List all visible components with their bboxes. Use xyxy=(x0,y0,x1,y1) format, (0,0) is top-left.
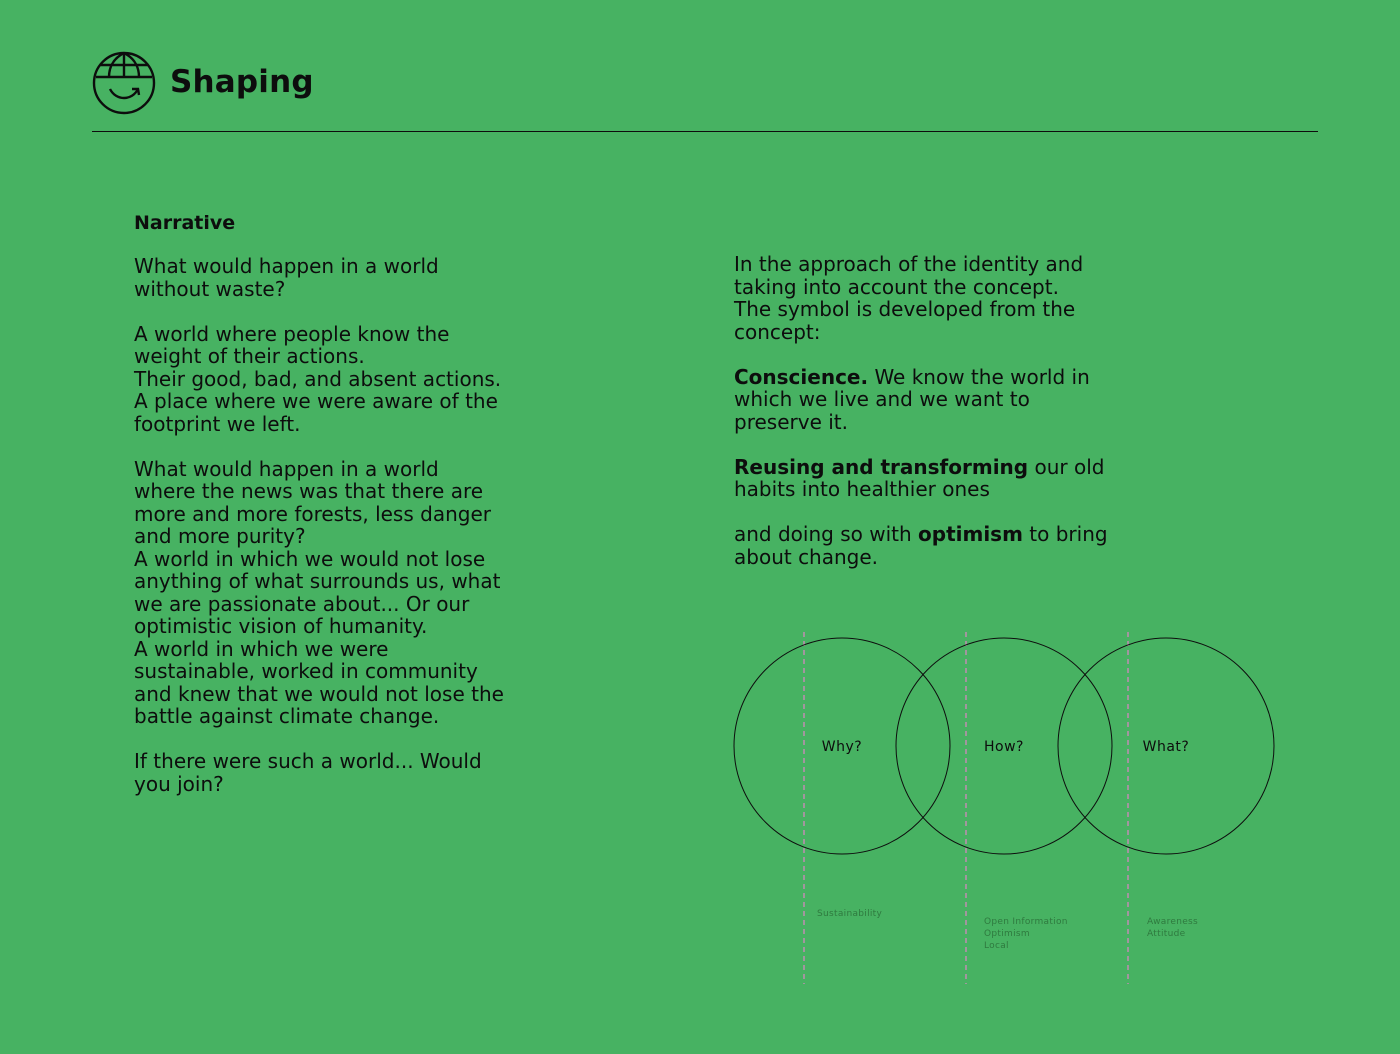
globe-smile-icon xyxy=(92,51,156,115)
concept-intro: In the approach of the identity and taking into account the concept. The symbol is developed from the concept: xyxy=(734,252,1084,344)
concept-text: our old habits into healthier ones xyxy=(734,454,1105,501)
note-why: Sustainability xyxy=(817,909,883,919)
concept-column xyxy=(734,253,1234,591)
concept-optimism xyxy=(734,523,1234,568)
concept-text: and doing so with xyxy=(734,522,919,546)
concept-reusing xyxy=(734,456,1234,501)
circle-label-why: Why? xyxy=(821,739,863,755)
section-heading: Narrative xyxy=(134,212,236,234)
narrative-paragraph: A world where people know the weight of their actions. Their good, bad, and absent actions. A place where we were aware of the footprint we left. xyxy=(134,321,502,436)
narrative-paragraph: What would happen in a world where the news was that there are more and more forests, less danger and more purity? A world in which we would not lose anything of what surrounds us, what we are passionate about... Or our optimistic vision of humanity. A world in which we were sustainable, worked in community and knew that we would not lose the battle against climate change. xyxy=(134,456,504,728)
narrative-paragraph: If there were such a world... Would you join? xyxy=(134,749,482,796)
note-how: Open Information Optimism Local xyxy=(984,917,1068,951)
concept-keyword: Reusing and transforming xyxy=(734,454,1029,479)
narrative-column xyxy=(134,210,654,818)
concept-text: to bring about change. xyxy=(734,522,1108,569)
header-divider xyxy=(92,131,1318,132)
concept-keyword: optimism xyxy=(918,522,1023,546)
circle-label-how: How? xyxy=(984,739,1024,755)
brand-title: Shaping xyxy=(170,63,314,100)
narrative-paragraph: What would happen in a world without waste? xyxy=(134,254,439,301)
venn-diagram xyxy=(700,620,1320,1000)
circle-label-what: What? xyxy=(1142,739,1190,755)
note-what: Awareness Attitude xyxy=(1147,917,1199,939)
concept-conscience xyxy=(734,366,1234,434)
concept-keyword: Conscience. xyxy=(734,364,869,389)
header xyxy=(92,51,314,115)
concept-text: We know the world in which we live and we want to preserve it. xyxy=(734,364,1090,434)
